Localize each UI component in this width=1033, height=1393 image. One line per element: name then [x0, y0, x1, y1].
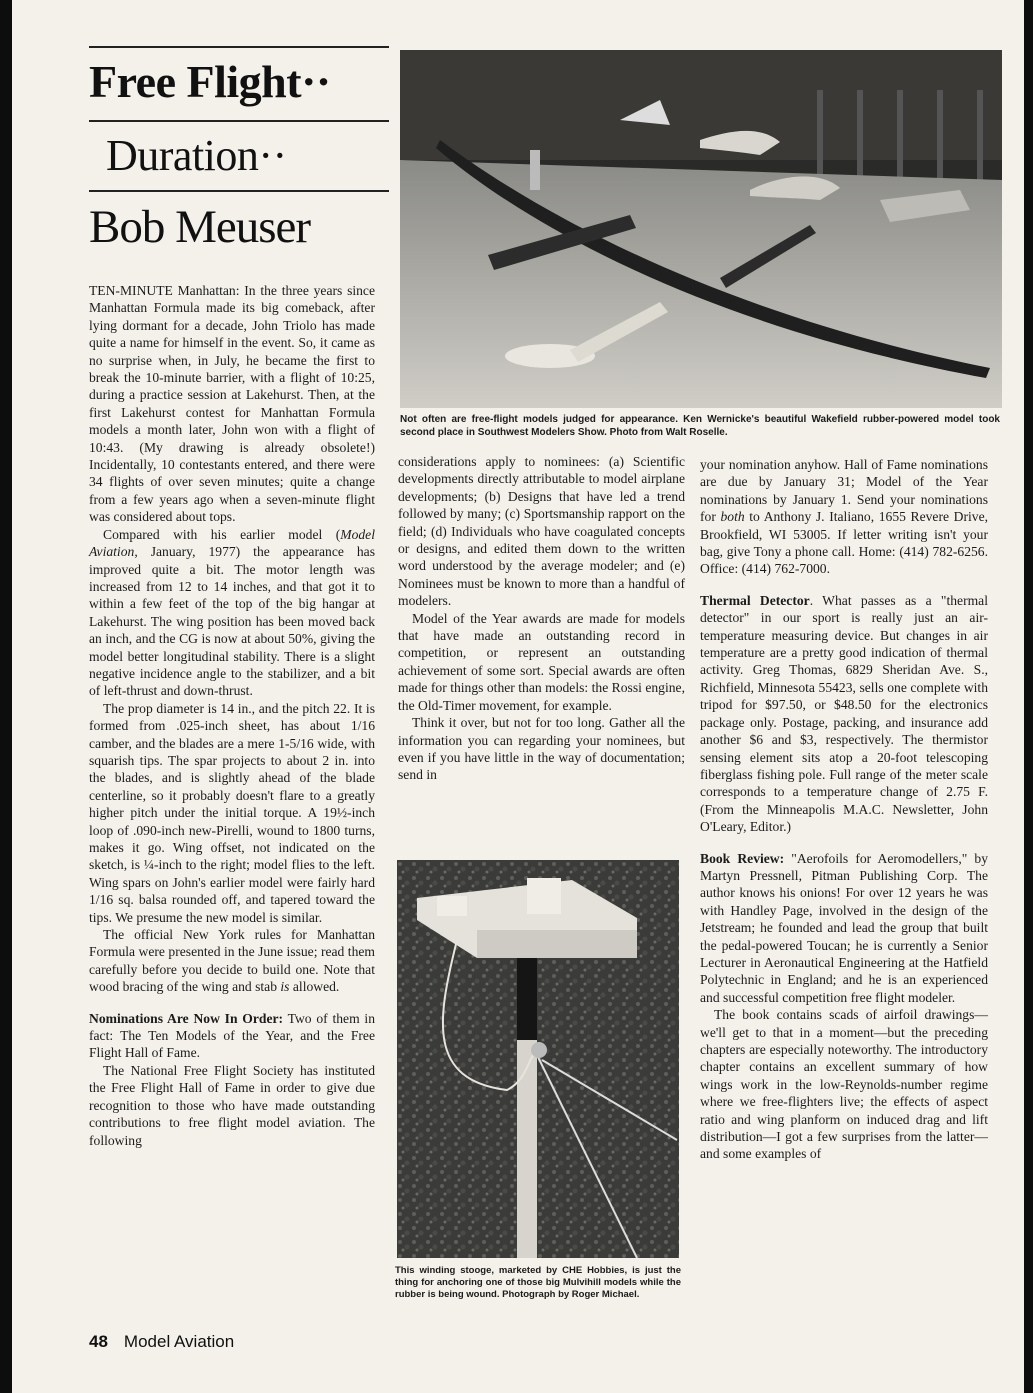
paragraph: your nomination anyhow. Hall of Fame nominations are due by January 31; Model of the Year nominations by January 1. Send your nominations for both to Anthony J. Italiano, 1655 Revere Drive, Brookfield, WI 53005. If letter writing isn't your bag, give Tony a phone call. Home: (414) 782-6256. Office: (414) 762-7000. — [700, 457, 988, 577]
article-column-2 — [398, 453, 685, 784]
paragraph: Model of the Year awards are made for models that have made an outstanding record in competition, or represent an outstanding achievement of some sort. Special awards are often made for things other than models: the Rossi engine, the Old-Timer movement, for example. — [398, 610, 685, 713]
header-rule-2 — [89, 120, 389, 122]
header-rule-top — [89, 46, 389, 48]
paragraph: Compared with his earlier model (Model Aviation, January, 1977) the appearance has improved quite a bit. The motor length was increased from 12 to 14 inches, and that got it to within a few feet of the top of the big hangar at Lakehurst. The wing position has been moved back an inch, and the CG is now at about 50%, giving the model better longitudinal stability. There is a slight negative incidence angle to the stabilizer, and a bit of left-thrust and down-thrust. — [89, 526, 375, 699]
author-byline: Bob Meuser — [89, 201, 311, 253]
paragraph: The prop diameter is 14 in., and the pitch 22. It is formed from .025-inch sheet, has about 1/16 camber, and the blades are a mere 1-5/16 wide, with squarish tips. The spar projects to about 2 in. into the blades, and is slightly ahead of the blade centerline, so it probably doesn't flare to a greatly higher pitch under the initial torque. A 19½-inch loop of .090-inch new-Pirelli, wound to 1800 turns, makes it go. Wing offset, not indicated on the sketch, is ¼-inch to the right; model flies to the left. Wing spars on John's earlier model were fairly hard 1/16 sq. balsa rounded off, and tapered toward the tips. We presume the new model is similar. — [89, 700, 375, 925]
photo-winding-stooge — [397, 860, 679, 1258]
page-footer — [89, 1332, 234, 1352]
magazine-name: Model Aviation — [123, 1332, 235, 1351]
section-thermal-detector: Thermal Detector. What passes as a "thermal detector" in our sport is really just an air-temperature measuring device. But changes in air temperature are a pretty good indication of thermal activity. Greg Thomas, 6829 Sheridan Ave. S., Richfield, Minnesota 55423, sells one complete with tripod for $97.50, or $48.50 for the electronics package only. Postage, packing, and insurance add another $6 and $3, respectively. The thermistor sensing element sits atop a 20-foot telescoping fiberglass fishing pole. Full range of the meter scale corresponds to a temperature change of 2.75 F. (From the Minneapolis M.A.C. Newsletter, John O'Leary, Editor.) — [700, 592, 988, 835]
article-column-3 — [700, 456, 988, 1163]
paragraph: Think it over, but not for too long. Gather all the information you can regarding your nominees, but even if you have little in the way of documentation; send in — [398, 715, 685, 783]
header-rule-3 — [89, 190, 389, 192]
section-book-review: Book Review: "Aerofoils for Aeromodellers," by Martyn Pressnell, Pitman Publishing Corp. The author knows his onions! For over 12 years he was with Handley Page, involved in the design of the Jetstream; he founded and lead the group that built the pedal-powered Toucan; he is currently a Senior Lecturer in Aeronautical Engineering at the Hatfield Polytechnic in England; and he is an experienced and successful competition free flight modeler. — [700, 850, 988, 1005]
paragraph: considerations apply to nominees: (a) Scientific developments directly attributable to model airplane developments; (b) Designs that have led a trend followed by many; (c) Sportsmanship rapport on the field; (d) Individuals who have coagulated concepts or designs, and edited them down to the written word understood by the average modeler; and (e) Nominees must be known to more than a handful of modelers. — [398, 454, 685, 609]
photo-caption-top: Not often are free-flight models judged for appearance. Ken Wernicke's beautiful Wakefield rubber-powered model took second place in Southwest Modelers Show. Photo from Walt Roselle. — [400, 414, 1000, 438]
paragraph-intro: TEN-MINUTE Manhattan: In the three years since Manhattan Formula made its big comeback, after lying dormant for a decade, John Triolo has made quite a name for himself in the event. So, it came as no surprise when, in July, he became the first to break the 10-minute barrier, with a flight of 10:25, during a practice session at Lakehurst. Then, at the first Lakehurst contest for Manhattan Formula models a month later, John won with a flight of 10:43. (My drawing is already obsolete!) Incidentally, 10 contestants entered, and there were 34 flights of over seven minutes; quite a change from a few years ago when a seven-minute flight was considered about tops. — [89, 283, 375, 525]
paragraph: The book contains scads of airfoil drawings—we'll get to that in a moment—but the preceding chapters are especially noteworthy. The introductory chapter contains an excellent summary of how wings work in the low-Reynolds-number regime where we free-flighters live; the effects of aspect ratio and wing planform on induced drag and lift distribution—I got a few surprises from the latter—and some examples of — [700, 1007, 988, 1162]
section-nominations: Nominations Are Now In Order: Two of them in fact: The Ten Models of the Year, and the Free Flight Hall of Fame. — [89, 1010, 375, 1061]
photo-wakefield-model — [400, 50, 1002, 408]
article-column-1 — [89, 282, 375, 1149]
photo-caption-bottom: This winding stooge, marketed by CHE Hobbies, is just the thing for anchoring one of those big Mulvihill models while the rubber is being wound. Photograph by Roger Michael. — [395, 1265, 681, 1300]
column-title: Free Flight·· — [89, 56, 331, 107]
paragraph: The National Free Flight Society has instituted the Free Flight Hall of Fame in order to give due recognition to those who have made outstanding contributions to free flight model aviation. The following — [89, 1062, 375, 1148]
paragraph: The official New York rules for Manhattan Formula were presented in the June issue; read them carefully before you decide to build one. Note that wood bracing of the wing and stab is allowed. — [89, 927, 375, 995]
column-subtitle: Duration·· — [106, 131, 287, 180]
page-number: 48 — [89, 1332, 108, 1351]
